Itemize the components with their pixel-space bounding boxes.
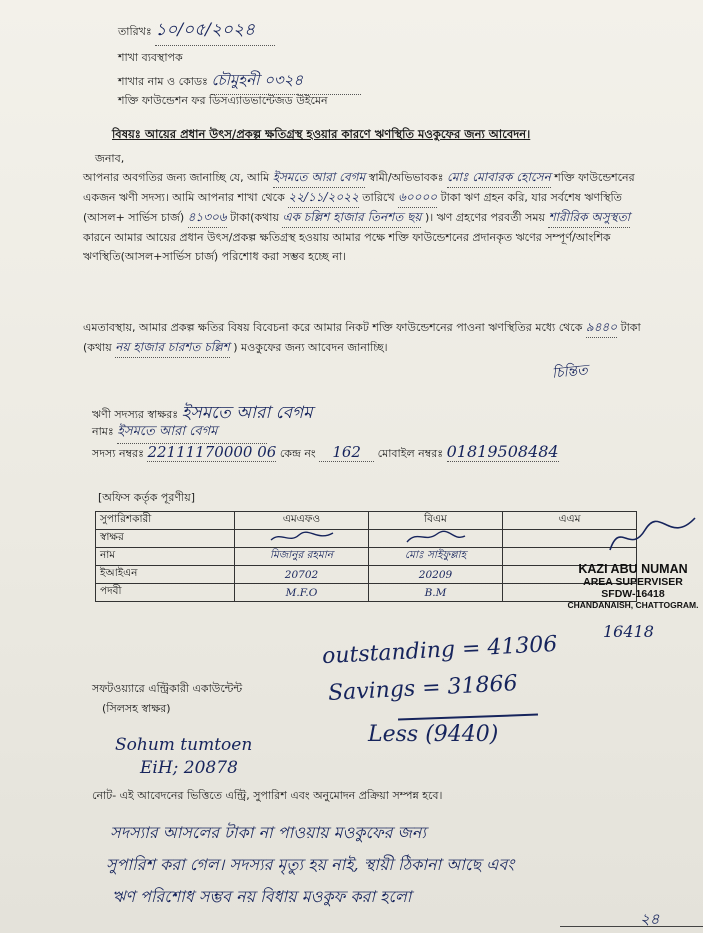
p1-text-3: শক্তি ফাউন্ডেশনের একজন ঋণী সদস্য। আমি আপনার শাখা থেকে	[83, 171, 635, 204]
process-note: নোট- এই আবেদনের ভিত্তিতে এন্ট্রি, সুপারিশ এবং অনুমোদন প্রক্রিয়া সম্পন্ন হবে।	[92, 789, 443, 802]
calc-divider	[398, 714, 538, 721]
organization-line: শক্তি ফাউন্ডেশন ফর ডিসএ্যাডভান্টেজড উইমেন	[118, 94, 328, 107]
bm-name: মোঃ সাইফুল্লাহ	[369, 548, 503, 566]
waiver-amount-field: ৯৪৪০	[586, 318, 617, 338]
subject-line: বিষয়ঃ আয়ের প্রধান উৎস/প্রকল্প ক্ষতিগ্রস্থ হওয়ার কারণে ঋণস্থিতি মওকুফের জন্য আবেদন।	[112, 127, 531, 141]
bm-ein: 20209	[369, 566, 503, 584]
p1-text-5: টাকা ঋণ গ্রহন করি, যার সর্বশেষ ঋণস্থিতি (আসল+ সার্ভিস চার্জ)	[83, 191, 622, 224]
area-supervisor-stamp	[548, 562, 703, 610]
mfo-signature	[235, 530, 369, 548]
member-number-label: সদস্য নম্বরঃ	[92, 447, 144, 460]
date-row	[118, 17, 275, 46]
calc-less: Less (9440)	[368, 722, 499, 747]
accountant-name: Sohum tumtoen	[115, 735, 253, 755]
col-header: বিএম	[369, 512, 503, 530]
office-header-row	[96, 512, 637, 530]
waiver-words-field: নয় হাজার চারশত চল্লিশ	[115, 338, 229, 358]
stamp-line: CHANDANAISH, CHATTOGRAM.	[567, 600, 699, 610]
bm-designation: B.M	[369, 584, 503, 602]
signature-scribble-icon	[267, 530, 337, 544]
col-header: সুপারিশকারী	[96, 512, 235, 530]
handwritten-note-line: সুপারিশ করা গেল। সদস্যর মৃত্যু হয় নাই, স্থায়ী ঠিকানা আছে এবং	[106, 855, 515, 874]
guardian-field: মোঃ মোবারক হোসেন	[447, 168, 551, 188]
member-number-row	[92, 442, 559, 464]
col-header: এমএফও	[235, 512, 369, 530]
branch-value: চৌমুহনী ০৩২৪	[211, 69, 361, 95]
mobile-label: মোবাইল নম্বরঃ	[377, 447, 444, 460]
date-value: ১০/০৫/২০২৪	[155, 17, 275, 46]
row-label: স্বাক্ষর	[96, 530, 235, 548]
p1-text-8: কারনে আমার আয়ের প্রধান উৎস/প্রকল্প ক্ষতিগ্রস্থ হওয়ায় আমার পক্ষে শক্তি ফাউন্ডেশনের প্রদানকৃত ঋণের সম্পূর্ণ/আংশিক ঋণস্থিতি(আসল+সার্ভিস চার্জ) পরিশোধ করা সম্ভব হচ্ছে না।	[83, 231, 611, 263]
col-header: এএম	[503, 512, 637, 530]
mobile-value: 01819508484	[446, 442, 559, 461]
p1-text-4: তারিখে	[362, 191, 395, 204]
accountant-label: সফটওয়্যারে এন্ট্রিকারী একাউন্টেন্ট	[92, 682, 243, 695]
center-label: কেন্দ্র নং	[279, 447, 316, 460]
member-name-row	[92, 422, 267, 444]
p1-text-6: টাকা(কথায়	[230, 211, 279, 224]
accountant-sub: (সিলসহ স্বাক্ষর)	[102, 702, 171, 715]
p2-text-3: ) মওকুফের জন্য আবেদন জানাচ্ছি।	[233, 341, 388, 354]
member-signature-label: ঋণী সদস্যর স্বাক্ষরঃ	[92, 408, 179, 421]
applicant-initial: চিন্তিত	[551, 362, 589, 382]
paragraph-two	[83, 318, 643, 358]
stamp-line: SFDW-16418	[601, 588, 665, 600]
stamp-line: KAZI ABU NUMAN	[578, 562, 688, 576]
row-label: নাম	[96, 548, 235, 566]
p1-text-7: )। ঋণ গ্রহণের পরবর্তী সময়	[424, 211, 545, 224]
paragraph-one	[83, 168, 643, 266]
p2-text-2: টাকা (কথায়	[83, 321, 641, 354]
footer-line	[560, 926, 703, 927]
bm-signature	[369, 530, 503, 548]
mfo-designation: M.F.O	[235, 584, 369, 602]
outstanding-field: ৪১৩০৬	[188, 208, 227, 228]
accountant-ein: EiH; 20878	[140, 758, 238, 778]
mfo-name: মিজানুর রহমান	[235, 548, 369, 566]
calc-outstanding: outstanding = 41306	[321, 631, 558, 670]
recipient-line: শাখা ব্যবস্থাপক	[118, 51, 183, 64]
p2-text-1: এমতাবস্থায়, আমার প্রকল্প ক্ষতির বিষয় বিবেচনা করে আমার নিকট শক্তি ফাউন্ডেশনের পাওনা ঋণস্থিতির মধ্যে থেকে	[83, 321, 583, 334]
mfo-ein: 20702	[235, 566, 369, 584]
calc-savings: Savings = 31866	[327, 671, 519, 706]
stamp-line: AREA SUPERVISER	[583, 576, 683, 588]
outstanding-words-field: এক চল্লিশ হাজার তিনশত ছয়	[282, 208, 421, 228]
loan-date-field: ২২/১১/২০২২	[288, 188, 358, 208]
handwritten-note-line: সদস্যার আসলের টাকা না পাওয়ায় মওকুফের জন্য	[110, 823, 426, 842]
handwritten-note-line: ঋণ পরিশোধ সম্ভব নয় বিধায় মওকুফ করা হলো	[112, 887, 412, 906]
date-label: তারিখঃ	[118, 25, 152, 38]
member-name-label: নামঃ	[92, 425, 114, 438]
p1-text-2: স্বামী/অভিভাবকঃ	[368, 171, 444, 184]
member-number-value: 22111170000 06	[147, 443, 277, 461]
member-name-value: ইসমতে আরা বেগম	[117, 422, 267, 444]
salutation: জনাব,	[95, 152, 125, 165]
office-heading: [অফিস কর্তৃক পূরণীয়]	[98, 491, 195, 504]
loan-amount-field: ৬০০০০	[398, 188, 437, 208]
footer-date: ২৪	[640, 910, 660, 928]
p1-text-1: আপনার অবগতির জন্য জানাচ্ছি যে, আমি	[83, 171, 270, 184]
table-row	[96, 530, 637, 548]
row-label: পদবী	[96, 584, 235, 602]
cause-field: শারীরিক অসুস্থতা	[548, 208, 630, 228]
member-name-field: ইসমতে আরা বেগম	[273, 168, 365, 188]
am-signature-scribble-icon	[600, 510, 700, 560]
stamp-number: 16418	[603, 622, 654, 641]
row-label: ইআইএন	[96, 566, 235, 584]
signature-scribble-icon	[401, 530, 471, 544]
center-value: 162	[319, 443, 374, 462]
member-signature: ইসমতে আরা বেগম	[181, 403, 313, 423]
branch-label: শাখার নাম ও কোডঃ	[118, 75, 208, 88]
